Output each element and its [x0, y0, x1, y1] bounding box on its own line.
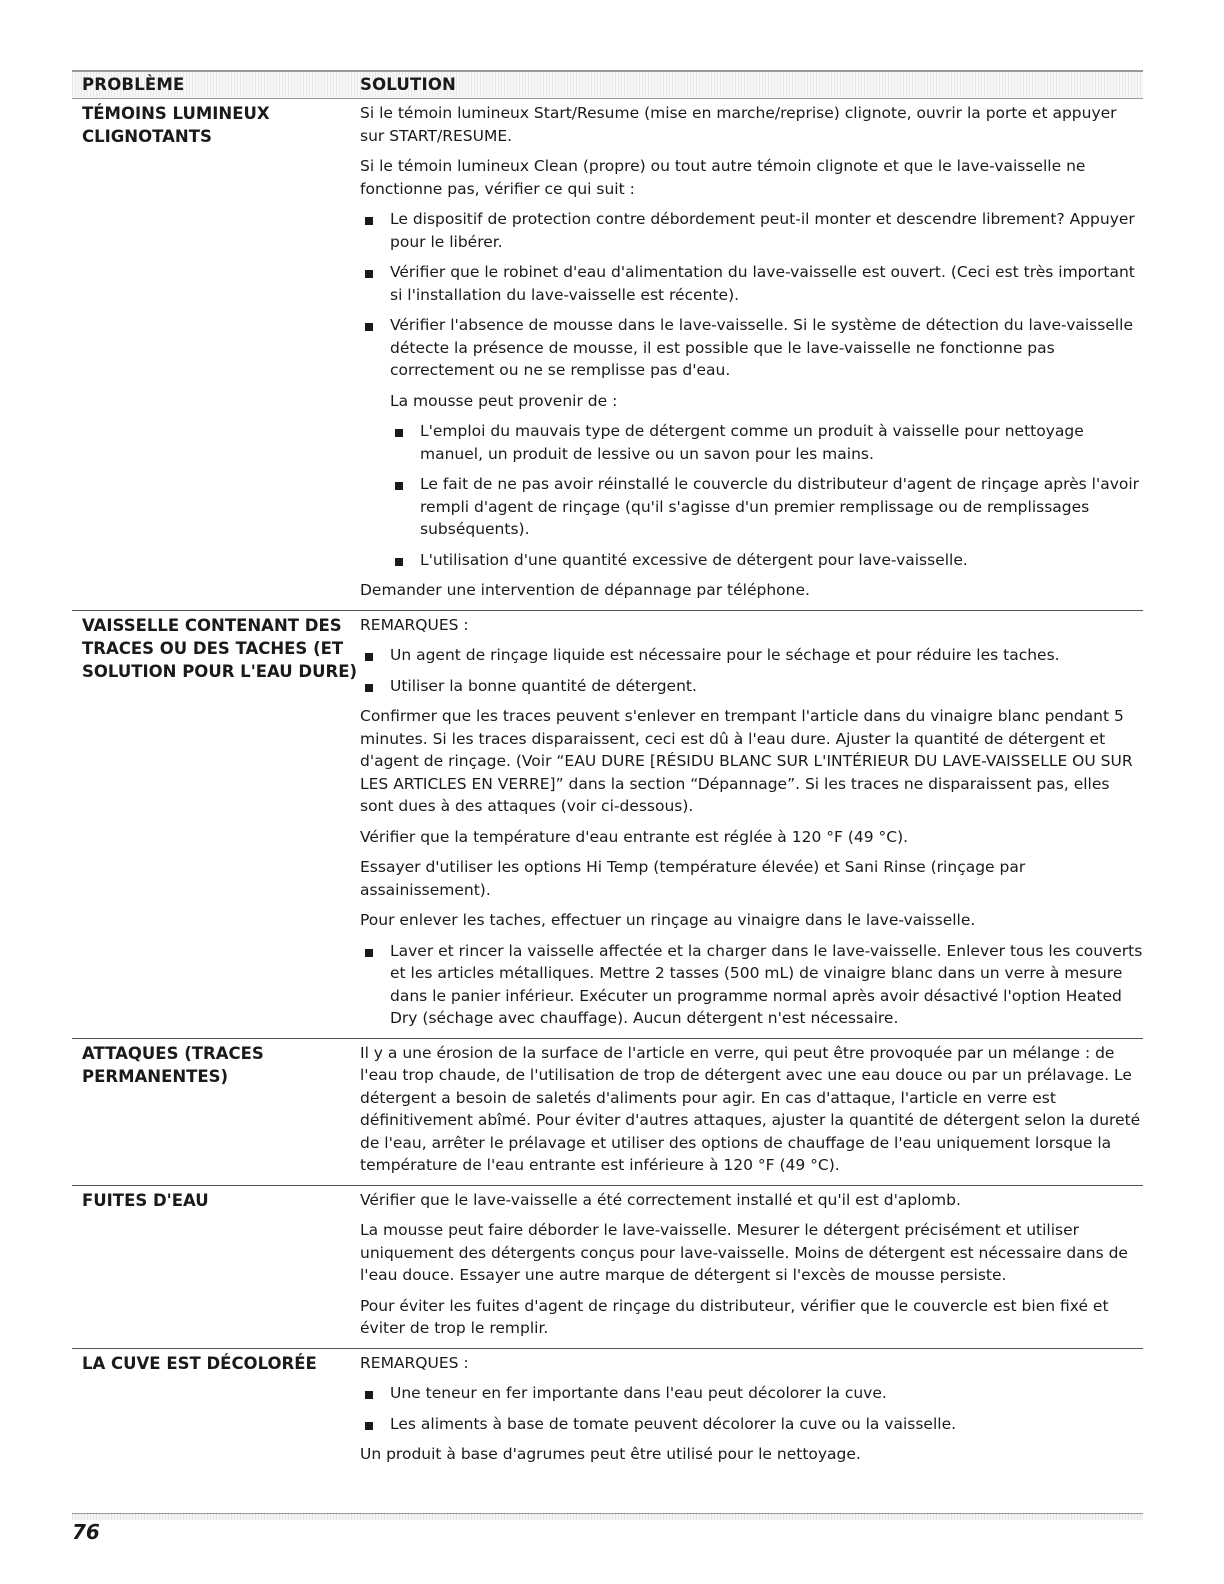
- table-header: [72, 70, 1143, 99]
- sub-bullet-item: Le fait de ne pas avoir réinstallé le couvercle du distributeur d'agent de rinçage après l'avoir rempli d'agent de rinçage (qu'il s'agisse d'un premier remplissage ou de remplissages subséquents).: [360, 473, 1143, 541]
- troubleshooting-table: [72, 70, 1143, 1474]
- bullet-item: Laver et rincer la vaisselle affectée et la charger dans le lave-vaisselle. Enlever tous les couverts et les articles métalliques. Mettre 2 tasses (500 mL) de vinaigre blanc dans un verre à mesure dans le panier inférieur. Exécuter un programme normal après avoir désactivé l'option Heated Dry (séchage avec chauffage). Aucun détergent n'est nécessaire.: [360, 940, 1143, 1030]
- bullet-item: Un agent de rinçage liquide est nécessaire pour le séchage et pour réduire les taches.: [360, 644, 1143, 667]
- solution-cell: [360, 1186, 1143, 1348]
- solution-cell: [360, 1349, 1143, 1474]
- problem-label: ATTAQUES (TRACES PERMANENTES): [82, 1043, 264, 1086]
- bullet-item: Vérifier que le robinet d'eau d'alimentation du lave-vaisselle est ouvert. (Ceci est très important si l'installation du lave-vaisselle est récente).: [360, 261, 1143, 306]
- solution-paragraph: Vérifier que la température d'eau entrante est réglée à 120 °F (49 °C).: [360, 827, 909, 846]
- remarks-label: REMARQUES :: [360, 1353, 469, 1372]
- remarks-label: REMARQUES :: [360, 615, 469, 634]
- bullet-item: Vérifier l'absence de mousse dans le lave-vaisselle. Si le système de détection du lave-vaisselle détecte la présence de mousse, il est possible que le lave-vaisselle ne fonctionne pas correctement ou ne se remplisse pas d'eau.: [360, 314, 1143, 382]
- solution-paragraph: Demander une intervention de dépannage par téléphone.: [360, 581, 810, 599]
- sub-bullet-item: L'emploi du mauvais type de détergent comme un produit à vaisselle pour nettoyage manuel, un produit de lessive ou un savon pour les mains.: [360, 420, 1143, 465]
- problem-label: FUITES D'EAU: [82, 1190, 209, 1210]
- solution-cell: [360, 611, 1143, 1038]
- table-row: [72, 611, 1143, 1039]
- bullet-item: Une teneur en fer importante dans l'eau peut décolorer la cuve.: [360, 1382, 1143, 1405]
- solution-paragraph: Si le témoin lumineux Start/Resume (mise en marche/reprise) clignote, ouvrir la porte et appuyer sur START/RESUME.: [360, 104, 1117, 145]
- solution-paragraph: Un produit à base d'agrumes peut être utilisé pour le nettoyage.: [360, 1445, 861, 1463]
- indented-paragraph: La mousse peut provenir de :: [390, 391, 618, 410]
- table-row: [72, 1186, 1143, 1349]
- problem-label: LA CUVE EST DÉCOLORÉE: [82, 1353, 317, 1373]
- solution-paragraph: Pour éviter les fuites d'agent de rinçage du distributeur, vérifier que le couvercle est bien fixé et éviter de trop le remplir.: [360, 1296, 1109, 1337]
- solution-paragraph: Confirmer que les traces peuvent s'enlever en trempant l'article dans du vinaigre blanc pendant 5 minutes. Si les traces disparaissent, ceci est dû à l'eau dure. Ajuster la quantité de détergent et d'agent de rinçage. (Voir “EAU DURE [RÉSIDU BLANC SUR L'INTÉRIEUR DU LAVE-VAISSELLE OU SUR LES ARTICLES EN VERRE]” dans la section “Dépannage”. Si les traces ne disparaissent pas, elles sont dues à des attaques (voir ci-dessous).: [360, 707, 1133, 815]
- problem-label: TÉMOINS LUMINEUX CLIGNOTANTS: [82, 104, 270, 146]
- header-probleme: PROBLÈME: [82, 75, 185, 94]
- solution-paragraph: Vérifier que le lave-vaisselle a été correctement installé et qu'il est d'aplomb.: [360, 1190, 961, 1209]
- problem-label: VAISSELLE CONTENANT DES TRACES OU DES TACHES (ET SOLUTION POUR L'EAU DURE): [82, 615, 358, 681]
- table-row: [72, 1039, 1143, 1186]
- solution-cell: [360, 1039, 1143, 1185]
- page-number: 76: [72, 1520, 100, 1544]
- solution-cell: [360, 99, 1143, 610]
- table-row: [72, 99, 1143, 611]
- bullet-item: Le dispositif de protection contre débordement peut-il monter et descendre librement? Appuyer pour le libérer.: [360, 208, 1143, 253]
- header-solution: SOLUTION: [360, 75, 457, 94]
- solution-paragraph: La mousse peut faire déborder le lave-vaisselle. Mesurer le détergent précisément et utiliser uniquement des détergents conçus pour lave-vaisselle. Moins de détergent est nécessaire dans de l'eau douce. Essayer une autre marque de détergent si l'excès de mousse persiste.: [360, 1221, 1128, 1284]
- solution-paragraph: Si le témoin lumineux Clean (propre) ou tout autre témoin clignote et que le lave-vaisselle ne fonctionne pas, vérifier ce qui suit :: [360, 157, 1086, 198]
- footer-rule: [72, 1513, 1143, 1520]
- table-row: [72, 1349, 1143, 1474]
- solution-paragraph: Pour enlever les taches, effectuer un rinçage au vinaigre dans le lave-vaisselle.: [360, 911, 976, 929]
- bullet-item: Les aliments à base de tomate peuvent décolorer la cuve ou la vaisselle.: [360, 1413, 1143, 1436]
- bullet-item: Utiliser la bonne quantité de détergent.: [360, 675, 1143, 698]
- solution-paragraph: Il y a une érosion de la surface de l'article en verre, qui peut être provoquée par un mélange : de l'eau trop chaude, de l'utilisation de trop de détergent avec une eau douce ou par un prélavage. Le détergent a besoin de saletés d'aliments pour agir. En cas d'attaque, l'article en verre est définitivement abîmé. Pour éviter d'autres attaques, ajuster la quantité de détergent selon la dureté de l'eau, arrêter le prélavage et utiliser des options de chauffage de l'eau uniquement lorsque la température de l'eau entrante est inférieure à 120 °F (49 °C).: [360, 1043, 1141, 1174]
- sub-bullet-item: L'utilisation d'une quantité excessive de détergent pour lave-vaisselle.: [360, 549, 1143, 572]
- solution-paragraph: Essayer d'utiliser les options Hi Temp (température élevée) et Sani Rinse (rinçage par assainissement).: [360, 858, 1026, 899]
